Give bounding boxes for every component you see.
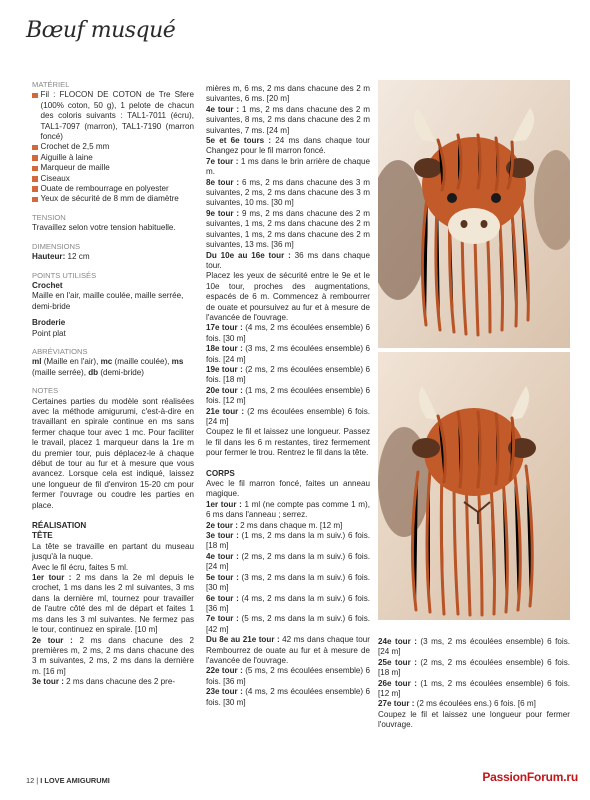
square-bullet-icon	[32, 166, 38, 172]
materiel-list	[32, 90, 194, 204]
crochet-text: Maille en l'air, maille coulée, maille serrée, demi-bride	[32, 291, 184, 311]
round-paragraph: 4e tour : (2 ms, 2 ms dans la m suiv.) 6 fois. [24 m]	[206, 551, 370, 572]
photo-amigurumi-back	[378, 352, 570, 620]
corps-intro: Avec le fil marron foncé, faites un anneau magique.	[206, 479, 370, 499]
round-paragraph: 9e tour : 9 ms, 2 ms dans chacune des 2 m suivantes, 1 ms, 2 ms dans chacune des 2 m suivantes, 1 ms, 2 ms dans chacune des 2 m suivantes, 13 ms. [36 m]	[206, 208, 370, 250]
page-number: 12	[26, 776, 35, 785]
notes-text: Certaines parties du modèle sont réalisées avec la méthode amigurumi, c'est-à-dire en travaillant en spirale continue en ms sans fermer chaque tour avec 1 mc. Pour faciliter le travail, placez 1 marqueur dans la 1re m du premier tour, puis déplacez-le à chaque début de tour au fur et à mesure que vous avancez. Lorsque cela est indiqué, laissez une longueur de fil d'environ 15-20 cm pour fermer l'ouvrage ou coudre les parties en place.	[32, 396, 194, 510]
round-paragraph: 22e tour : (5 ms, 2 ms écoulées ensemble) 6 fois. [36 m]	[206, 666, 370, 686]
square-bullet-icon	[32, 155, 38, 161]
round-paragraph: 4e tour : 1 ms, 2 ms dans chacune des 2 m suivantes, 8 ms, 2 ms dans chacune des 2 m suivantes, 7 ms. [24 m]	[206, 104, 370, 135]
column-right	[378, 637, 570, 731]
magazine-brand: I LOVE AMIGURUMI	[40, 776, 110, 785]
list-item: Aiguille à laine	[32, 153, 194, 163]
list-item: Ouate de rembourrage en polyester	[32, 184, 194, 194]
notes-heading: NOTES	[32, 386, 59, 396]
list-item: Marqueur de maille	[32, 163, 194, 173]
square-bullet-icon	[32, 145, 38, 151]
round-paragraph: 26e tour : (1 ms, 2 ms écoulées ensemble) 6 fois. [12 m]	[378, 678, 570, 699]
abreviations-heading: ABRÉVIATIONS	[32, 346, 88, 356]
dimensions-text: Hauteur: 12 cm	[32, 252, 90, 262]
round-paragraph: 17e tour : (4 ms, 2 ms écoulées ensemble) 6 fois. [30 m]	[206, 323, 370, 343]
page-footer: 12 | I LOVE AMIGURUMI	[26, 776, 110, 785]
broderie-title: Broderie	[32, 318, 66, 328]
round-paragraph: 20e tour : (1 ms, 2 ms écoulées ensemble) 6 fois. [12 m]	[206, 385, 370, 406]
tete-heading: TÊTE	[32, 531, 53, 541]
round-paragraph: 2e tour : 2 ms dans chaque m. [12 m]	[206, 520, 343, 530]
round-paragraph: 6e tour : (4 ms, 2 ms dans la m suiv.) 6 fois. [36 m]	[206, 593, 370, 613]
crochet-title: Crochet	[32, 280, 63, 290]
column-left	[32, 80, 194, 688]
round-paragraph: 7e tour : (5 ms, 2 ms dans la m suiv.) 6 fois. [42 m]	[206, 614, 370, 634]
square-bullet-icon	[32, 197, 38, 203]
final-paragraph: Coupez le fil et laissez une longueur pour fermer l'ouvrage.	[378, 709, 570, 730]
round-paragraph: 23e tour : (4 ms, 2 ms écoulées ensemble) 6 fois. [30 m]	[206, 687, 370, 707]
square-bullet-icon	[32, 176, 38, 182]
finish-paragraph: Coupez le fil et laissez une longueur. Passez le fil dans les 6 m restantes, tirez fermement pour fermer le trou. Rentrez le fil dans la tête.	[206, 427, 370, 458]
square-bullet-icon	[32, 186, 38, 192]
square-bullet-icon	[32, 93, 38, 99]
round-paragraph: 3e tour : (1 ms, 2 ms dans la m suiv.) 6 fois. [18 m]	[206, 531, 370, 551]
tete-intro: La tête se travaille en partant du museau jusqu'à la nuque.	[32, 541, 194, 562]
round-paragraph: 5e tour : (3 ms, 2 ms dans la m suiv.) 6 fois. [30 m]	[206, 572, 370, 593]
materiel-heading: MATÉRIEL	[32, 80, 70, 89]
list-item: Crochet de 2,5 mm	[32, 142, 194, 152]
round-paragraph: Du 10e au 16e tour : 36 ms dans chaque tour.	[206, 250, 370, 270]
tension-heading: TENSION	[32, 212, 66, 222]
round-paragraph: 27e tour : (2 ms écoulées ens.) 6 fois. [6 m]	[378, 699, 536, 709]
round-paragraph: Du 8e au 21e tour : 42 ms dans chaque tour Rembourrez de ouate au fur et à mesure de l'avancée de l'ouvrage.	[206, 635, 370, 665]
round-paragraph: 7e tour : 1 ms dans le brin arrière de chaque m.	[206, 156, 370, 177]
round-paragraph: 24e tour : (3 ms, 2 ms écoulées ensemble) 6 fois. [24 m]	[378, 637, 570, 657]
round-paragraph: 1er tour : 2 ms dans la 2e ml depuis le crochet, 1 ms dans les 2 ml suivantes, 3 ms dans la dernière ml, tournez pour travailler de l'autre côté des ml de départ et faites 1 ms dans les 3 ml suivantes. Ne fermez pas le tour, continuez en spirale. [10 m]	[32, 573, 194, 635]
realisation-heading: RÉALISATION	[32, 521, 87, 531]
broderie-text: Point plat	[32, 328, 66, 338]
eyes-paragraph: Placez les yeux de sécurité entre le 9e et le 10e tour, proches des augmentations, espacés de 6 m. Commencez à rembourrer de ouate et poursuivez au fur et à mesure de l'avancée de l'ouvrage.	[206, 271, 370, 322]
round-paragraph: 18e tour : (3 ms, 2 ms écoulées ensemble) 6 fois. [24 m]	[206, 344, 370, 364]
watermark: PassionForum.ru	[482, 770, 578, 784]
round-paragraph: 3e tour : 2 ms dans chacune des 2 pre-	[32, 677, 176, 687]
round-paragraph: 5e et 6e tours : 24 ms dans chaque tour Changez pour le fil marron foncé.	[206, 136, 370, 156]
list-item: Ciseaux	[32, 174, 194, 184]
photo-amigurumi-front	[378, 80, 570, 348]
list-item: Fil : FLOCON DE COTON de Tre Sfere (100% coton, 50 g), 1 pelote de chacun des coloris suivants : TAL1-7011 (écru), TAL1-7097 (marron), TAL1-7190 (marron foncé)	[32, 90, 194, 142]
page-title: Bœuf musqué	[26, 18, 176, 43]
round-paragraph: 25e tour : (2 ms, 2 ms écoulées ensemble) 6 fois. [18 m]	[378, 657, 570, 678]
continued-text: mières m, 6 ms, 2 ms dans chacune des 2 m suivantes, 6 ms. [20 m]	[206, 84, 370, 104]
tete-intro-2: Avec le fil écru, faites 5 ml.	[32, 562, 129, 572]
tension-text: Travaillez selon votre tension habituelle.	[32, 223, 176, 233]
dimensions-heading: DIMENSIONS	[32, 241, 81, 251]
round-paragraph: 21e tour : (2 ms écoulées ensemble) 6 fois. [24 m]	[206, 406, 370, 426]
round-paragraph: 1er tour : 1 ml (ne compte pas comme 1 m), 6 ms dans l'anneau ; serrez.	[206, 499, 370, 520]
round-paragraph: 8e tour : 6 ms, 2 ms dans chacune des 3 m suivantes, 2 ms, 2 ms dans chacune des 3 m suivantes, 10 ms. [30 m]	[206, 177, 370, 208]
column-middle	[206, 84, 370, 708]
round-paragraph: 2e tour : 2 ms dans chacune des 2 premières m, 2 ms, 2 ms dans chacune des 3 m suivantes, 2 ms, 2 ms dans la dernière m. [16 m]	[32, 635, 194, 676]
round-paragraph: 19e tour : (2 ms, 2 ms écoulées ensemble) 6 fois. [18 m]	[206, 364, 370, 385]
abreviations-text: ml (Maille en l'air), mc (maille coulée), ms (maille serrée), db (demi-bride)	[32, 357, 184, 377]
points-heading: POINTS UTILISÉS	[32, 270, 97, 280]
list-item: Yeux de sécurité de 8 mm de diamètre	[32, 194, 194, 204]
corps-heading: CORPS	[206, 468, 235, 478]
